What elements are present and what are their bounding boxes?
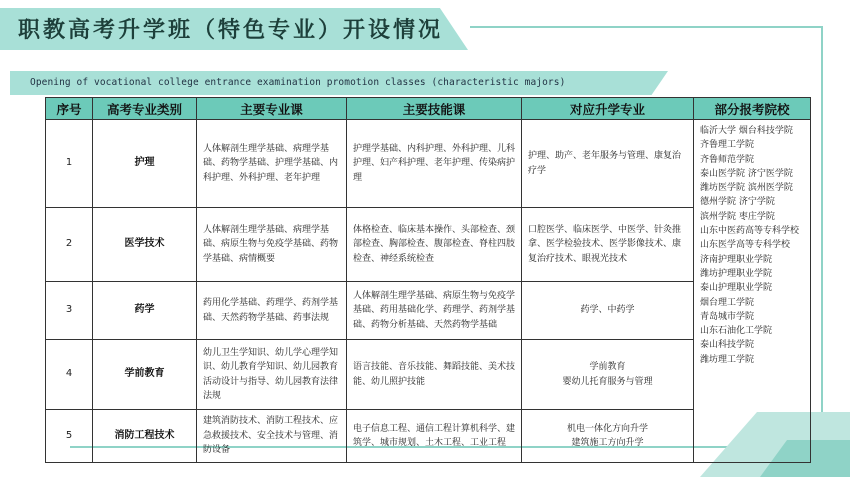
school-item: 山东中医药高等专科学校 <box>700 226 800 237</box>
school-item: 潍坊医学院 滨州医学院 <box>700 183 793 194</box>
school-item: 青岛城市学院 <box>700 311 755 322</box>
school-item: 烟台理工学院 <box>700 297 755 308</box>
row-category: 医学技术 <box>93 208 197 282</box>
row-category: 护理 <box>93 120 197 208</box>
header-skill-courses: 主要技能课 <box>347 98 522 120</box>
school-item: 潍坊理工学院 <box>700 354 755 365</box>
row-skill-courses: 人体解剖生理学基础、病原生物与免疫学基础、药用基础化学、药理学、药剂学基础、药物分析基础、天然药物学基础 <box>347 282 522 340</box>
table-header-row <box>46 98 811 120</box>
row-target-majors: 护理、助产、老年服务与管理、康复治疗学 <box>522 120 694 208</box>
row-index: 2 <box>46 208 93 282</box>
row-main-courses: 建筑消防技术、消防工程技术、应急救援技术、安全技术与管理、消防设备 <box>197 410 347 463</box>
row-skill-courses: 语言技能、音乐技能、舞蹈技能、美术技能、幼儿照护技能 <box>347 340 522 410</box>
schools-cell <box>694 120 811 463</box>
school-item: 德州学院 济宁学院 <box>700 197 775 208</box>
header-target-majors: 对应升学专业 <box>522 98 694 120</box>
row-target-majors: 口腔医学、临床医学、中医学、针灸推拿、医学检验技术、医学影像技术、康复治疗技术、眼视光技术 <box>522 208 694 282</box>
table-row <box>46 120 811 208</box>
page-title: 职教高考升学班（特色专业）开设情况 <box>18 17 444 43</box>
row-target-majors: 机电一体化方向升学 建筑施工方向升学 <box>522 410 694 463</box>
school-item: 山东医学高等专科学校 <box>700 240 791 251</box>
row-skill-courses: 体格检查、临床基本操作、头部检查、颈部检查、胸部检查、腹部检查、脊柱四肢检查、神经系统检查 <box>347 208 522 282</box>
header-category: 高考专业类别 <box>93 98 197 120</box>
header-schools: 部分报考院校 <box>694 98 811 120</box>
school-item: 齐鲁理工学院 <box>700 140 755 151</box>
school-item: 济南护理职业学院 <box>700 254 773 265</box>
decor-frame-right <box>821 26 823 446</box>
row-skill-courses: 护理学基础、内科护理、外科护理、儿科护理、妇产科护理、老年护理、传染病护理 <box>347 120 522 208</box>
school-item: 泰山护理职业学院 <box>700 283 773 294</box>
school-item: 临沂大学 烟台科技学院 <box>700 126 793 136</box>
school-item: 泰山医学院 济宁医学院 <box>700 168 793 179</box>
majors-table <box>45 97 811 463</box>
row-main-courses: 幼儿卫生学知识、幼儿学心理学知识、幼儿教育学知识、幼儿园教育活动设计与指导、幼儿园教育法律法规 <box>197 340 347 410</box>
decor-frame-top <box>470 26 822 28</box>
row-main-courses: 药用化学基础、药理学、药剂学基础、天然药物学基础、药事法规 <box>197 282 347 340</box>
row-category: 消防工程技术 <box>93 410 197 463</box>
row-target-majors: 学前教育 婴幼儿托育服务与管理 <box>522 340 694 410</box>
header-index: 序号 <box>46 98 93 120</box>
school-item: 潍坊护理职业学院 <box>700 268 773 279</box>
row-index: 4 <box>46 340 93 410</box>
row-index: 5 <box>46 410 93 463</box>
school-item: 齐鲁师范学院 <box>700 154 755 165</box>
row-category: 学前教育 <box>93 340 197 410</box>
row-target-majors: 药学、中药学 <box>522 282 694 340</box>
header-main-courses: 主要专业课 <box>197 98 347 120</box>
row-index: 3 <box>46 282 93 340</box>
row-skill-courses: 电子信息工程、通信工程计算机科学、建筑学、城市规划、土木工程、工业工程 <box>347 410 522 463</box>
school-item: 山东石油化工学院 <box>700 326 773 337</box>
row-category: 药学 <box>93 282 197 340</box>
row-main-courses: 人体解剖生理学基础、病理学基础、病原生物与免疫学基础、药物学基础、病情概要 <box>197 208 347 282</box>
row-index: 1 <box>46 120 93 208</box>
page-subtitle: Opening of vocational college entrance examination promotion classes (characteristic majors) <box>30 77 566 88</box>
school-item: 滨州学院 枣庄学院 <box>700 211 775 222</box>
school-item: 泰山科技学院 <box>700 340 755 351</box>
row-main-courses: 人体解剖生理学基础、病理学基础、药物学基础、护理学基础、内科护理、外科护理、老年护理 <box>197 120 347 208</box>
